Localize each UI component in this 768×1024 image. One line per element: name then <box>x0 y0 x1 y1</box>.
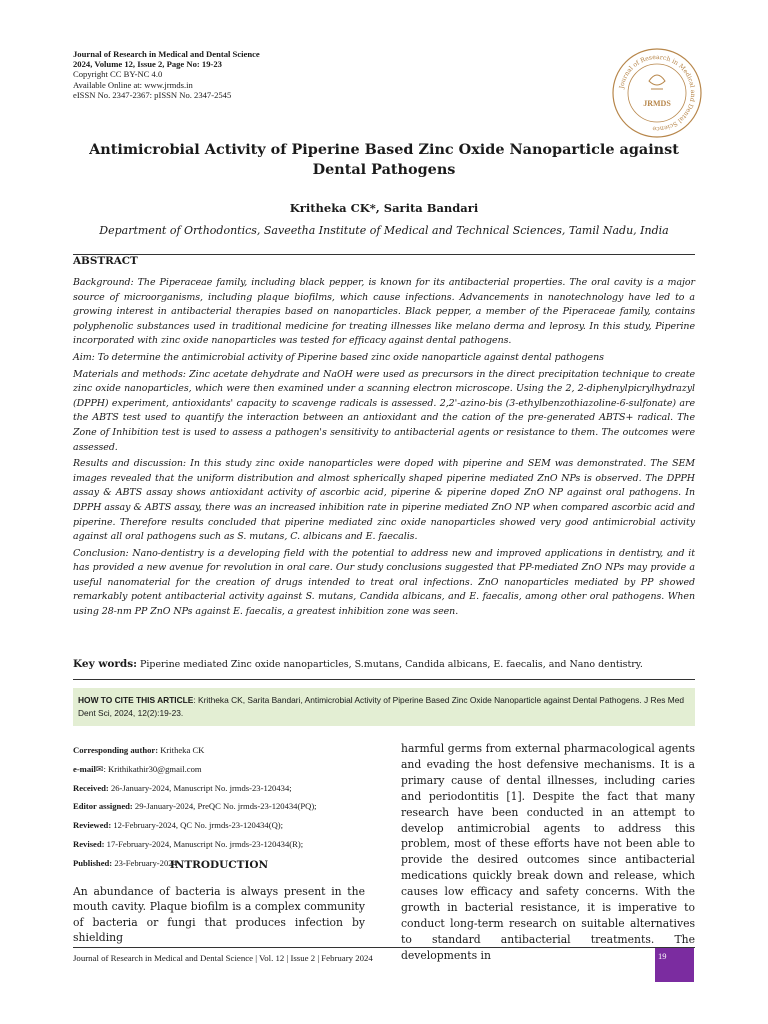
email-value[interactable]: : Krithikathir30@gmail.com <box>103 763 202 774</box>
published-date: Published: 23-February-2024 <box>73 857 177 868</box>
logo-ring-text: Journal of Research in Medical and Dental Science <box>618 53 697 133</box>
keywords <box>73 657 695 680</box>
citation-text: : Kritheka CK, Sarita Bandari, Antimicrobial Activity of Piperine Based Zinc Oxide Nanoparticle against Dental Pathogens. J Res Med Dent Sci, 2024, 12(2):19-23. <box>78 695 685 718</box>
editor-assigned-date: Editor assigned: 29-January-2024, PreQC No. jrmds-23-120434(PQ); <box>73 801 317 812</box>
reviewed-date: Reviewed: 12-February-2024, QC No. jrmds-23-120434(Q); <box>73 820 284 831</box>
abstract-heading: ABSTRACT <box>73 254 695 268</box>
article-title: Antimicrobial Activity of Piperine Based Zinc Oxide Nanoparticle against Dental Pathogens <box>89 141 679 178</box>
logo-text: JRMDS <box>643 99 671 108</box>
abstract-methods: Materials and methods: Zinc acetate dehydrate and NaOH were used as precursors in the direct precipitation technique to create zinc oxide nanoparticles, which were then examined under a scanning electron microscope. Using the 2, 2-diphenylpicrylhydrazyl (DPPH) experiment, antioxidants' capacity to scavenge radicals is assessed. 2,2'-azino-bis (3-ethylbenzothiazoline-6-sulfonate) are the ABTS test used to quantify the interaction between an antioxidant and the cation of the pre-generated ABTS+ radical. The Zone of Inhibition test is used to assess a pathogen's sensitivity to antibacterial agents or resistance to them. The outcomes were assessed. <box>73 368 695 453</box>
introduction-left-column <box>73 884 365 946</box>
article-affiliation: Department of Orthodontics, Saveetha Institute of Medical and Technical Sciences, Tamil Nadu, India <box>99 224 669 237</box>
journal-volume: 2024, Volume 12, Issue 2, Page No: 19-23 <box>73 59 222 70</box>
introduction-paragraph: An abundance of bacteria is always present in the mouth cavity. Plaque biofilm is a complex community of bacteria or fungi that produces infection by shielding <box>73 885 365 945</box>
journal-info <box>73 49 260 100</box>
footer-divider <box>73 947 695 948</box>
abstract-body <box>73 276 695 622</box>
page-number: 19 <box>655 948 694 982</box>
revised-date: Revised: 17-February-2024, Manuscript No. jrmds-23-120434(R); <box>73 838 304 849</box>
journal-issn: eISSN No. 2347-2367: pISSN No. 2347-2545 <box>73 89 232 100</box>
abstract-results: Results and discussion: In this study zinc oxide nanoparticles were doped with piperine and SEM was demonstrated. The SEM images revealed that the uniform distribution and almost spherically shaped piperine mediated ZnO NPs is observed. The DPPH assay & ABTS assay shows antioxidant activity of ascorbic acid, piperine & piperine doped ZnO NP against oral pathogens. In DPPH assay & ABTS assay, there was an increased inhibition rate in piperine mediated ZnO NP when compared ascorbic acid and piperine. Therefore results concluded that piperine mediated zinc oxide nanoparticles showed very good antimicrobial activity against all oral pathogens such as S. mutans, C. albicans and E. faecalis. <box>73 458 695 543</box>
journal-logo <box>611 47 703 139</box>
introduction-right-column <box>401 741 695 964</box>
article-metadata <box>73 741 373 873</box>
journal-availability: Available Online at: www.jrmds.in <box>73 79 193 90</box>
corresponding-author: Corresponding author: Kritheka CK <box>73 745 205 755</box>
abstract-aim: Aim: To determine the antimicrobial activity of Piperine based zinc oxide nanoparticle against dental pathogens <box>73 351 604 363</box>
citation-label: HOW TO CITE THIS ARTICLE <box>78 695 194 705</box>
mail-icon: ✉ <box>95 763 104 774</box>
received-date: Received: 26-January-2024, Manuscript No. jrmds-23-120434; <box>73 782 292 793</box>
citation-box <box>73 688 695 726</box>
logo-emblem-icon <box>649 75 665 85</box>
article-authors: Kritheka CK*, Sarita Bandari <box>289 201 479 215</box>
introduction-heading: INTRODUCTION <box>169 859 269 871</box>
keywords-label: Key words: <box>73 658 138 670</box>
abstract-conclusion: Conclusion: Nano-dentistry is a developing field with the potential to address new and improved applications in dentistry, and it has provided a new avenue for revolution in oral care. Our study conclusions suggested that PP-mediated ZnO NPs may provide a useful nanomaterial for the creation of drugs intended to treat oral infections. ZnO nanoparticles mediated by PP showed remarkably potent antibacterial activity against S. mutans, Candida albicans, and E. faecalis, among other oral pathogens. When using 28-nm PP ZnO NPs against E. faecalis, a greatest inhibition zone was seen. <box>73 547 695 618</box>
page-footer: Journal of Research in Medical and Dental Science | Vol. 12 | Issue 2 | February 2024 <box>73 953 373 963</box>
abstract-background: Background: The Piperaceae family, including black pepper, is known for its antibacterial properties. The oral cavity is a major source of microorganisms, including plaque biofilms, which cause infections. Advancements in nanotechnology have led to a growing interest in antibacterial therapies based on nanoparticles. Black pepper, a member of the Piperaceae family, contains polyphenolic substances used in traditional medicine for treating illnesses like melano derma and leprosy. In this study, Piperine incorporated with zinc oxide nanoparticles was tested for efficacy against dental pathogens. <box>73 277 695 347</box>
keywords-text: Piperine mediated Zinc oxide nanoparticles, S.mutans, Candida albicans, E. faecalis, and Nano dentistry. <box>140 659 643 670</box>
journal-copyright: Copyright CC BY-NC 4.0 <box>73 69 163 80</box>
introduction-paragraph-continued: harmful germs from external pharmacological agents and evading the host defensive mechanisms. It is a primary cause of dental illnesses, including caries and periodontitis [1]. Despite the fact that many research have been conducted in an attempt to develop antimicrobial agents to address this problem, most of these efforts have not been able to provide the desired outcomes since antibacterial medications quickly break down and release, which causes low efficacy and safety concerns. With the growth in bacterial resistance, it is imperative to conduct long-term research on suitable alternatives to standard antibacterial treatments. The developments in <box>401 742 695 962</box>
journal-name: Journal of Research in Medical and Dental Science <box>73 49 260 59</box>
email-line: e-mail✉: Krithikathir30@gmail.com <box>73 760 373 779</box>
